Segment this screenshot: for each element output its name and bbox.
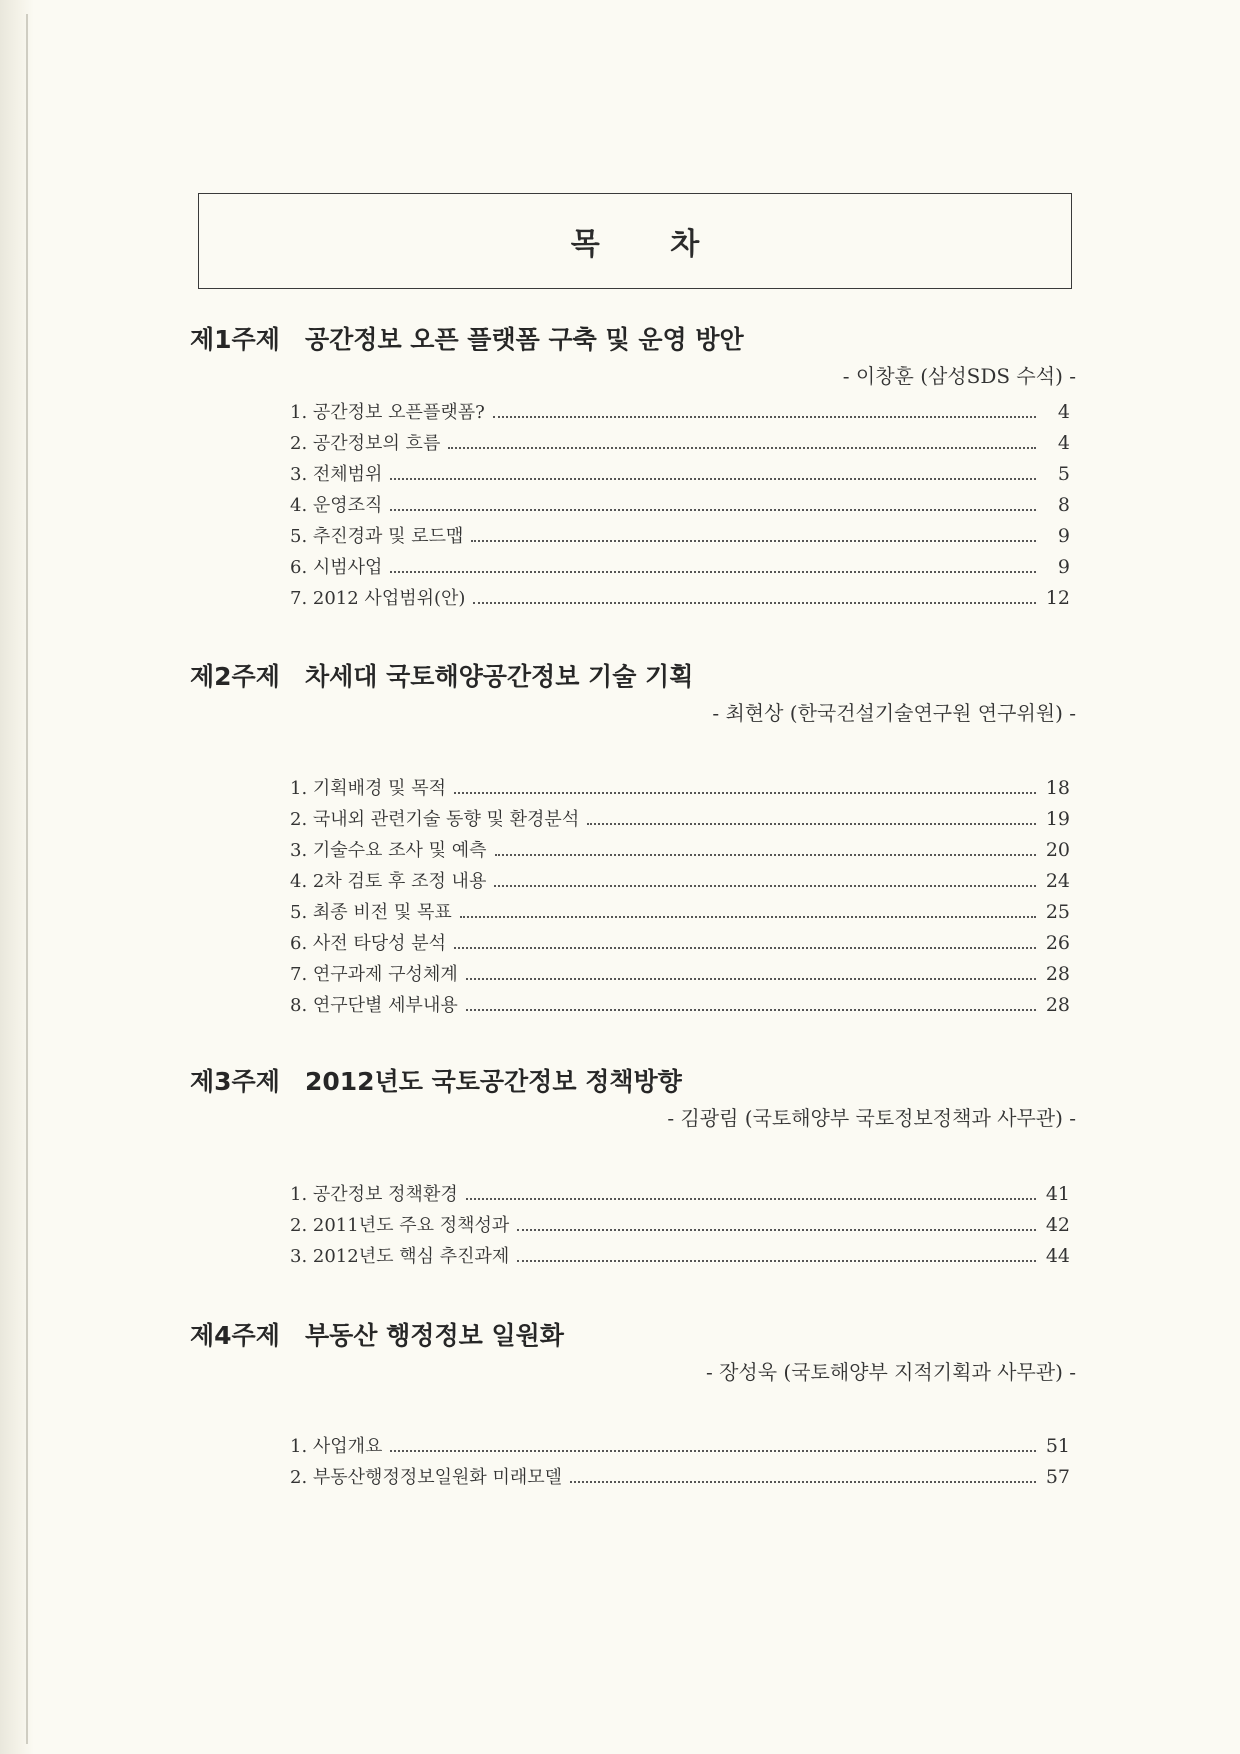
page-binding-edge — [0, 0, 34, 1754]
topic-2-items — [290, 774, 1070, 1022]
leader-dots — [495, 854, 1036, 856]
toc-entry-page: 9 — [1057, 556, 1070, 578]
toc-entry[interactable] — [290, 1180, 1070, 1211]
toc-entry-title: 3. 2012년도 핵심 추진과제 — [290, 1246, 510, 1267]
toc-entry-page: 12 — [1045, 587, 1070, 609]
toc-entry[interactable] — [290, 774, 1070, 805]
toc-entry-title: 1. 기획배경 및 목적 — [290, 778, 447, 799]
topic-4-items — [290, 1432, 1070, 1494]
toc-entry[interactable] — [290, 491, 1070, 522]
leader-dots — [390, 571, 1036, 573]
toc-entry-title: 5. 최종 비전 및 목표 — [290, 902, 452, 923]
presenter-line: - 장성욱 (국토해양부 지적기획과 사무관) - — [705, 1360, 1076, 1384]
topic-section-2 — [190, 657, 1080, 726]
leader-dots — [390, 509, 1036, 511]
toc-entry-page: 5 — [1057, 463, 1070, 485]
toc-entry[interactable] — [290, 1242, 1070, 1273]
toc-entry-page: 19 — [1045, 808, 1070, 830]
topic-section-3 — [190, 1062, 1080, 1131]
toc-entry-title: 3. 전체범위 — [290, 464, 383, 485]
toc-entry[interactable] — [290, 1463, 1070, 1494]
toc-entry-title: 2. 부동산행정정보일원화 미래모델 — [290, 1467, 563, 1488]
leader-dots — [454, 947, 1036, 949]
toc-entry[interactable] — [290, 805, 1070, 836]
toc-entry-title: 7. 연구과제 구성체계 — [290, 964, 458, 985]
toc-entry-title: 4. 운영조직 — [290, 495, 383, 516]
leader-dots — [473, 602, 1036, 604]
toc-entry-title: 8. 연구단별 세부내용 — [290, 995, 458, 1016]
toc-entry[interactable] — [290, 584, 1070, 615]
toc-entry-page: 8 — [1057, 494, 1070, 516]
toc-entry-title: 2. 국내외 관련기술 동향 및 환경분석 — [290, 809, 580, 830]
toc-entry-title: 6. 시범사업 — [290, 557, 383, 578]
leader-dots — [587, 823, 1036, 825]
toc-entry-title: 1. 공간정보 정책환경 — [290, 1184, 458, 1205]
leader-dots — [517, 1229, 1036, 1231]
toc-entry[interactable] — [290, 929, 1070, 960]
topic-label: 제1주제 — [190, 325, 280, 354]
toc-entry-title: 3. 기술수요 조사 및 예측 — [290, 840, 487, 861]
topic-title: 부동산 행정정보 일원화 — [305, 1321, 564, 1350]
topic-3-items — [290, 1180, 1070, 1273]
toc-entry[interactable] — [290, 1211, 1070, 1242]
leader-dots — [466, 1198, 1036, 1200]
toc-entry[interactable] — [290, 867, 1070, 898]
topic-heading — [190, 657, 1080, 691]
presenter-line: - 최현상 (한국건설기술연구원 연구위원) - — [712, 701, 1076, 725]
toc-entry[interactable] — [290, 398, 1070, 429]
toc-entry-title: 5. 추진경과 및 로드맵 — [290, 526, 464, 547]
leader-dots — [494, 885, 1036, 887]
toc-entry-page: 28 — [1045, 963, 1070, 985]
page-binding-line — [26, 14, 28, 1744]
toc-entry-page: 20 — [1045, 839, 1070, 861]
toc-entry-page: 44 — [1045, 1245, 1070, 1267]
topic-section-4 — [190, 1316, 1080, 1385]
toc-entry-title: 2. 공간정보의 흐름 — [290, 433, 441, 454]
toc-entry[interactable] — [290, 522, 1070, 553]
topic-1-items — [290, 398, 1070, 615]
toc-entry-title: 1. 공간정보 오픈플랫폼? — [290, 402, 485, 423]
topic-title: 차세대 국토해양공간정보 기술 기획 — [305, 662, 694, 691]
toc-entry-title: 6. 사전 타당성 분석 — [290, 933, 447, 954]
toc-entry-page: 41 — [1045, 1183, 1070, 1205]
presenter-line: - 이창훈 (삼성SDS 수석) - — [842, 364, 1076, 388]
toc-entry-page: 26 — [1045, 932, 1070, 954]
topic-section-1 — [190, 320, 1080, 389]
toc-entry[interactable] — [290, 960, 1070, 991]
toc-entry[interactable] — [290, 1432, 1070, 1463]
page-title: 목 차 — [570, 227, 730, 262]
presenter-line: - 김광림 (국토해양부 국토정보정책과 사무관) - — [667, 1106, 1076, 1130]
toc-entry[interactable] — [290, 429, 1070, 460]
toc-entry-page: 4 — [1057, 432, 1070, 454]
leader-dots — [448, 447, 1036, 449]
leader-dots — [390, 478, 1036, 480]
topic-title: 2012년도 국토공간정보 정책방향 — [305, 1067, 682, 1096]
toc-entry-page: 25 — [1045, 901, 1070, 923]
leader-dots — [471, 540, 1036, 542]
toc-entry-page: 51 — [1045, 1435, 1070, 1457]
toc-entry-title: 4. 2차 검토 후 조정 내용 — [290, 871, 487, 892]
topic-label: 제4주제 — [190, 1321, 280, 1350]
leader-dots — [460, 916, 1036, 918]
leader-dots — [390, 1450, 1036, 1452]
toc-entry-title: 2. 2011년도 주요 정책성과 — [290, 1215, 510, 1236]
topic-title: 공간정보 오픈 플랫폼 구축 및 운영 방안 — [305, 325, 744, 354]
topic-label: 제2주제 — [190, 662, 280, 691]
topic-label: 제3주제 — [190, 1067, 280, 1096]
toc-entry-page: 18 — [1045, 777, 1070, 799]
leader-dots — [466, 1009, 1036, 1011]
topic-heading — [190, 1062, 1080, 1096]
toc-title-box — [198, 193, 1072, 289]
leader-dots — [570, 1481, 1036, 1483]
leader-dots — [517, 1260, 1036, 1262]
toc-entry[interactable] — [290, 836, 1070, 867]
toc-entry-page: 9 — [1057, 525, 1070, 547]
toc-entry-page: 42 — [1045, 1214, 1070, 1236]
toc-entry-page: 4 — [1057, 401, 1070, 423]
toc-entry[interactable] — [290, 460, 1070, 491]
toc-entry[interactable] — [290, 991, 1070, 1022]
leader-dots — [466, 978, 1036, 980]
toc-entry-page: 24 — [1045, 870, 1070, 892]
toc-entry-page: 28 — [1045, 994, 1070, 1016]
toc-entry[interactable] — [290, 898, 1070, 929]
toc-entry-title: 7. 2012 사업범위(안) — [290, 588, 466, 609]
leader-dots — [454, 792, 1036, 794]
leader-dots — [493, 416, 1036, 418]
topic-heading — [190, 320, 1080, 354]
toc-entry[interactable] — [290, 553, 1070, 584]
toc-entry-page: 57 — [1045, 1466, 1070, 1488]
toc-entry-title: 1. 사업개요 — [290, 1436, 383, 1457]
topic-heading — [190, 1316, 1080, 1350]
